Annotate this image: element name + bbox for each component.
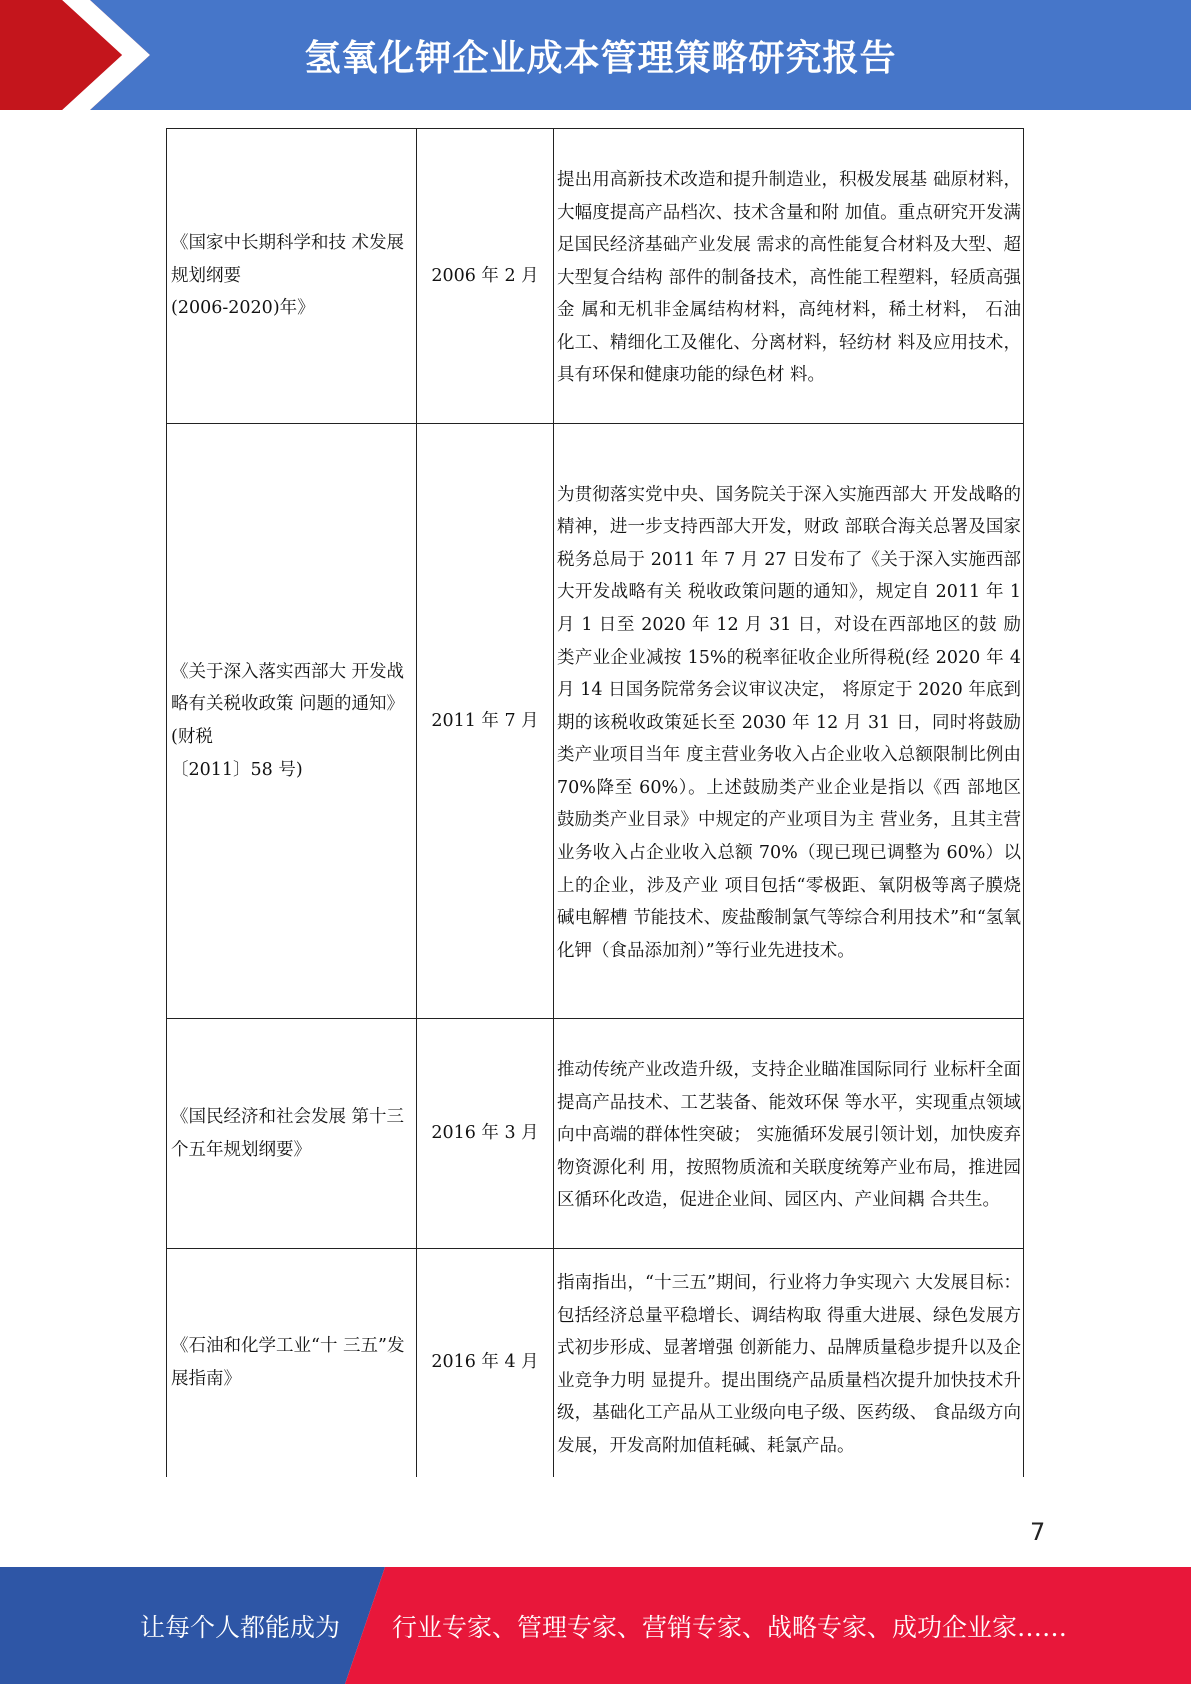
policy-description-cell: 指南指出，“十三五”期间，行业将力争实现六 大发展目标：包括经济总量平稳增长、调结构取 得重大进展、绿色发展方式初步形成、显著增强 创新能力、品牌质量稳步提升以及企业竞争力明 显提升。提出围绕产品质量档次提升加快技术升 级，基础化工产品从工业级向电子级、医药级、 食品级方向发展，开发高附加值耗碱、耗氯产品。 (554, 1249, 1024, 1477)
page-number: 7 (1030, 1518, 1046, 1546)
table-row (167, 1249, 1024, 1477)
report-title: 氢氧化钾企业成本管理策略研究报告 (304, 37, 897, 79)
policy-description-cell: 推动传统产业改造升级，支持企业瞄准国际同行 业标杆全面提高产品技术、工艺装备、能效环保 等水平，实现重点领域向中高端的群体性突破； 实施循环发展引领计划，加快废弃物资源化利 用，按照物质流和关联度统筹产业布局，推进园 区循环化改造，促进企业间、园区内、产业间耦 合共生。 (554, 1019, 1024, 1249)
policy-description-cell: 为贯彻落实党中央、国务院关于深入实施西部大 开发战略的精神，进一步支持西部大开发，财政 部联合海关总署及国家税务总局于 2011 年 7 月 27 日发布了《关于深入实施西部大开发战略有关 税收政策问题的通知》，规定自 2011 年 1 月 1 日至 2020 年 12 月 31 日，对设在西部地区的鼓 励类产业企业减按 15%的税率征收企业所得税(经 2020 年 4 月 14 日国务院常务会议审议决定， 将原定于 2020 年底到期的该税收政策延长至 2030 年 12 月 31 日，同时将鼓励类产业项目当年 度主营业务收入占企业收入总额限制比例由 70%降至 60%）。上述鼓励类产业企业是指以《西 部地区鼓励类产业目录》中规定的产业项目为主 营业务，且其主营业务收入占企业收入总额 70%（现已现已调整为 60%）以上的企业，涉及产业 项目包括“零极距、氧阴极等离子膜烧碱电解槽 节能技术、废盐酸制氯气等综合利用技术”和“氢氧化钾（食品添加剂）”等行业先进技术。 (554, 424, 1024, 1019)
policy-name-cell: 《关于深入落实西部大 开发战略有关税收政策 问题的通知》(财税 〔2011〕58 号) (167, 424, 417, 1019)
table-row (167, 1019, 1024, 1249)
footer-slogan-right: 行业专家、管理专家、营销专家、战略专家、成功企业家…… (392, 1612, 1068, 1642)
policy-date-cell: 2006 年 2 月 (417, 129, 554, 424)
policy-description-cell: 提出用高新技术改造和提升制造业，积极发展基 础原材料，大幅度提高产品档次、技术含量和附 加值。重点研究开发满足国民经济基础产业发展 需求的高性能复合材料及大型、超大型复合结构 部件的制备技术，高性能工程塑料，轻质高强金 属和无机非金属结构材料，高纯材料，稀土材料， 石油化工、精细化工及催化、分离材料，轻纺材 料及应用技术，具有环保和健康功能的绿色材 料。 (554, 129, 1024, 424)
policy-name-cell: 《国家中长期科学和技 术发展规划纲要 (2006-2020)年》 (167, 129, 417, 424)
table-row (167, 129, 1024, 424)
footer-slogan-left: 让每个人都能成为 (139, 1612, 340, 1642)
policy-table (166, 128, 1024, 1477)
page-header (0, 0, 1191, 110)
page-footer (0, 1567, 1191, 1684)
policy-name-cell: 《石油和化学工业“十 三五”发展指南》 (167, 1249, 417, 1477)
policy-date-cell: 2016 年 4 月 (417, 1249, 554, 1477)
policy-date-cell: 2011 年 7 月 (417, 424, 554, 1019)
policy-name-cell: 《国民经济和社会发展 第十三个五年规划纲要》 (167, 1019, 417, 1249)
table-row (167, 424, 1024, 1019)
chevron-arrow-icon (0, 0, 160, 110)
policy-date-cell: 2016 年 3 月 (417, 1019, 554, 1249)
